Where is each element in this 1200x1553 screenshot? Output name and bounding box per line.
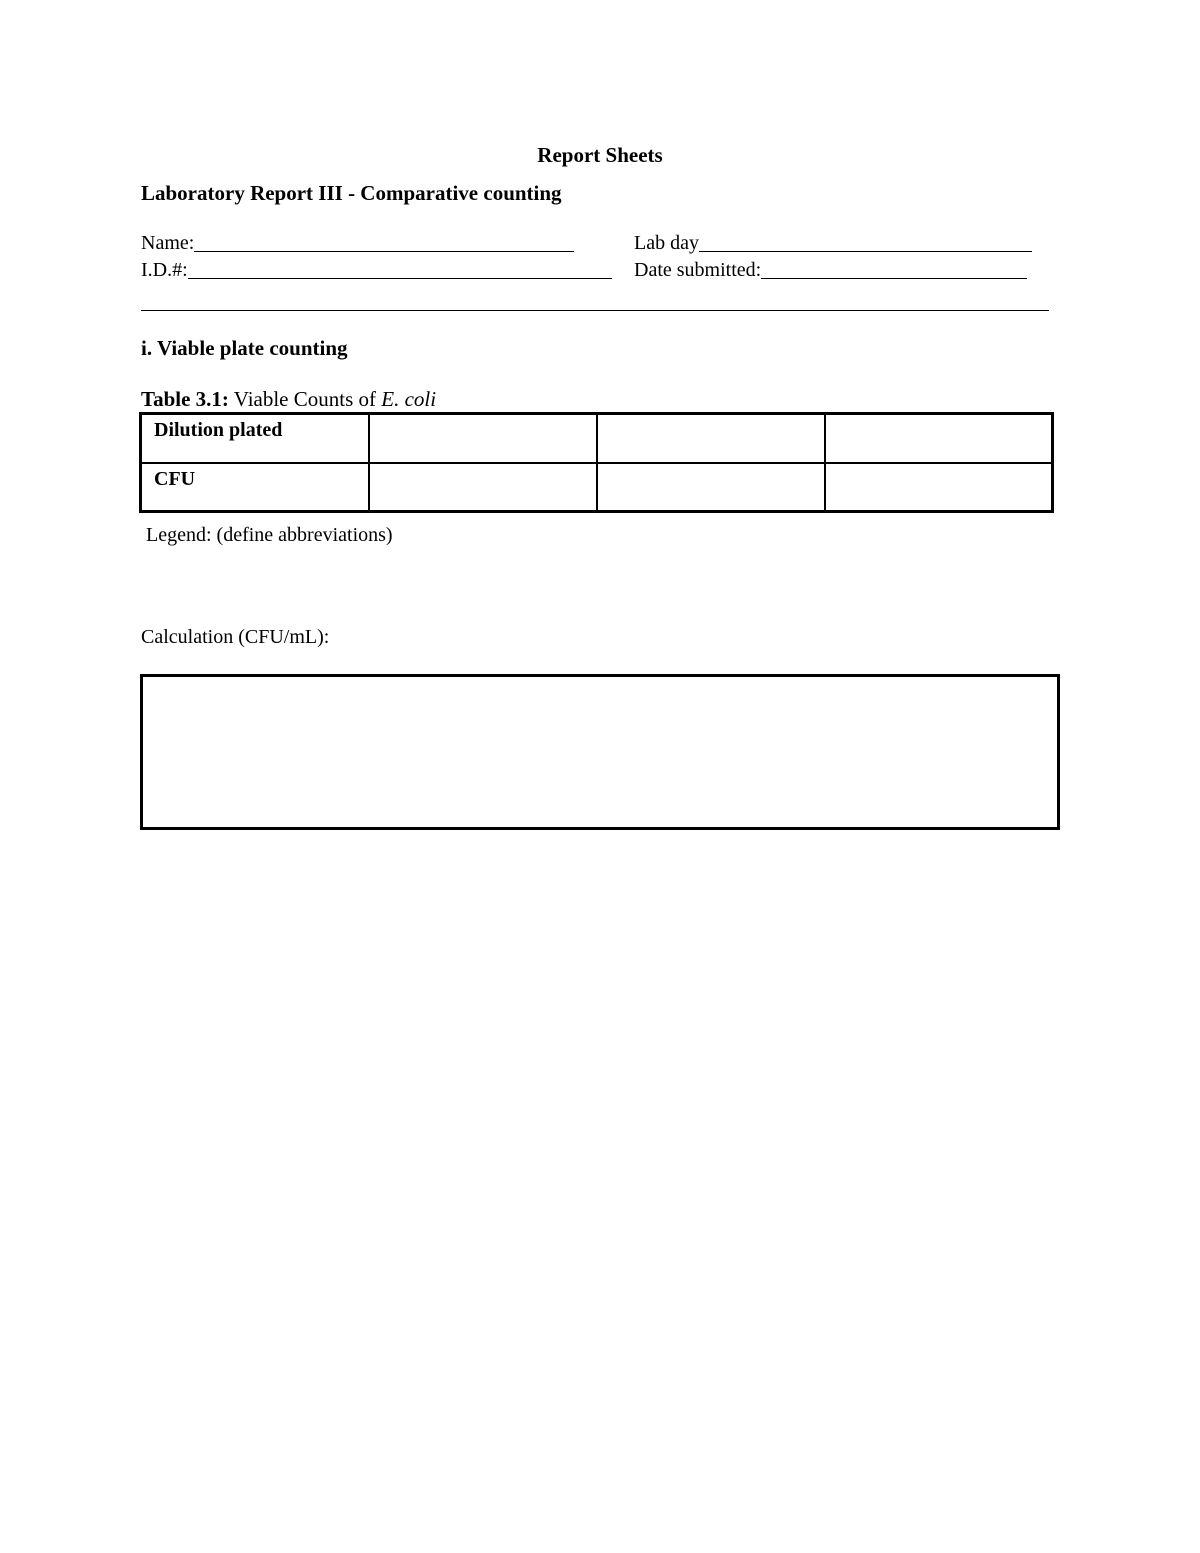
table-caption-organism: E. coli xyxy=(381,387,437,411)
row-header-dilution: Dilution plated xyxy=(141,414,369,463)
date-submitted-field[interactable] xyxy=(634,259,1027,282)
lab-day-input-line[interactable] xyxy=(699,251,1032,252)
name-label: Name: xyxy=(141,232,195,254)
date-submitted-label: Date submitted: xyxy=(634,259,762,281)
table-caption-text: Viable Counts of xyxy=(228,387,382,411)
table-cell[interactable] xyxy=(825,414,1053,463)
section-title: i. Viable plate counting xyxy=(141,336,348,360)
viable-counts-table xyxy=(139,412,1054,513)
id-label: I.D.#: xyxy=(141,259,188,281)
table-row-cfu xyxy=(141,463,1053,512)
table-caption xyxy=(141,387,436,412)
row-header-cfu: CFU xyxy=(141,463,369,512)
calculation-box[interactable] xyxy=(140,674,1060,830)
name-input-line[interactable] xyxy=(194,251,574,252)
table-cell[interactable] xyxy=(369,463,597,512)
lab-day-field[interactable] xyxy=(634,232,1032,255)
calculation-label: Calculation (CFU/mL): xyxy=(141,626,330,648)
id-input-line[interactable] xyxy=(188,278,612,279)
table-row-dilution xyxy=(141,414,1053,463)
table-cell[interactable] xyxy=(597,414,825,463)
table-caption-number: Table 3.1: xyxy=(141,387,229,411)
report-title: Laboratory Report III - Comparative counting xyxy=(141,181,562,205)
date-submitted-input-line[interactable] xyxy=(761,278,1027,279)
lab-day-label: Lab day xyxy=(634,232,699,254)
id-field[interactable] xyxy=(141,259,612,282)
table-cell[interactable] xyxy=(825,463,1053,512)
table-legend: Legend: (define abbreviations) xyxy=(146,524,393,546)
table-cell[interactable] xyxy=(369,414,597,463)
page-title: Report Sheets xyxy=(537,143,663,167)
table-cell[interactable] xyxy=(597,463,825,512)
name-field[interactable] xyxy=(141,232,574,255)
header-divider xyxy=(141,310,1049,311)
